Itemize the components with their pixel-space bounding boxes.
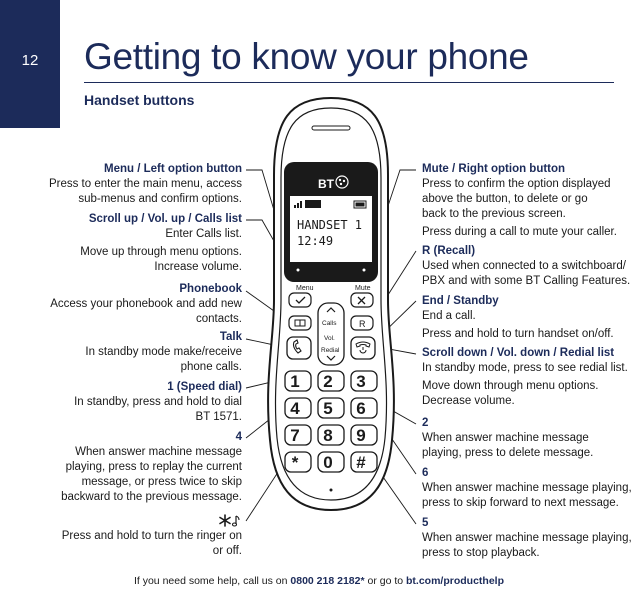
answerphone-icon [305, 200, 321, 208]
footer-phone[interactable]: 0800 218 2182* [290, 575, 365, 587]
label-heading: 5 [422, 517, 429, 529]
label-heading: 2 [422, 417, 429, 429]
label-line: Access your phonebook and add new [50, 298, 242, 310]
label-line: Move up through menu options. [80, 246, 242, 258]
label-line: When answer machine message [422, 432, 589, 444]
label-line: sub-menus and confirm options. [78, 193, 242, 205]
label-line: Press to enter the main menu, access [48, 178, 242, 190]
menu-key-label: Menu [296, 285, 314, 292]
label-line: End a call. [422, 310, 476, 322]
key-label: 6 [356, 399, 366, 418]
key-label: 0 [323, 453, 333, 472]
key-label: 9 [356, 426, 366, 445]
label-heading: R (Recall) [422, 245, 476, 257]
label-line: above the button, to delete or go [422, 193, 588, 205]
redial-label: Redial [321, 347, 340, 354]
label-line: When answer machine message playing, [422, 532, 632, 544]
label-line: back to the previous screen. [422, 208, 566, 220]
label-heading: Mute / Right option button [422, 163, 566, 175]
key-label: # [356, 453, 366, 472]
label-line: In standby mode make/receive [85, 346, 242, 358]
key-label: * [291, 453, 299, 472]
label-line: or off. [212, 545, 242, 557]
key-label: 1 [290, 372, 300, 391]
key-label: 3 [356, 372, 366, 391]
key-label: 5 [323, 399, 333, 418]
menu-button [289, 293, 311, 307]
mute-key-label: Mute [355, 285, 371, 292]
label-line: When answer machine message playing, [422, 482, 632, 494]
label-line: Enter Calls list. [165, 228, 242, 240]
label-line: Increase volume. [154, 261, 242, 273]
key-label: 7 [290, 426, 300, 445]
label-line: BT 1571. [195, 411, 242, 423]
label-heading: Menu / Left option button [104, 163, 242, 175]
key-label: 4 [290, 399, 300, 418]
calls-label: Calls [322, 320, 337, 327]
recall-key-label: R [359, 319, 366, 329]
label-line: message, or press twice to skip [81, 476, 242, 488]
screen-line-1: HANDSET 1 [297, 218, 363, 232]
label-line: playing, press to replay the current [65, 461, 242, 473]
label-heading: 6 [422, 467, 429, 479]
label-line: When answer machine message [75, 446, 242, 458]
label-line: backward to the previous message. [61, 491, 242, 503]
label-line: Press to confirm the option displayed [422, 178, 611, 190]
label-line: In standby, press and hold to dial [74, 396, 242, 408]
label-heading: Scroll up / Vol. up / Calls list [88, 213, 242, 225]
label-line: PBX and with some BT Calling Features. [422, 275, 631, 287]
footer-help [0, 575, 638, 587]
label-heading: Talk [219, 331, 242, 343]
key-label: 2 [323, 372, 333, 391]
label-line: press to stop playback. [422, 547, 540, 559]
label-line: Press and hold to turn the ringer on [61, 530, 242, 542]
footer-prefix: If you need some help, call us on [133, 575, 291, 587]
label-heading: Scroll down / Vol. down / Redial list [422, 347, 615, 359]
label-line: playing, press to delete message. [422, 447, 594, 459]
footer-url[interactable]: bt.com/producthelp [406, 575, 505, 587]
label-line: phone calls. [180, 361, 242, 373]
label-line: Move down through menu options. [422, 380, 599, 392]
bt-logo: BT [318, 177, 334, 191]
label-line: Press and hold to turn handset on/off. [422, 328, 614, 340]
nav-rocker [318, 303, 344, 365]
screen-line-2: 12:49 [297, 234, 334, 248]
footer-middle: or go to [364, 575, 407, 587]
label-line: press to skip forward to next message. [422, 497, 619, 509]
section-subtitle: Handset buttons [84, 92, 195, 108]
label-line: Used when connected to a switchboard/ [422, 260, 626, 272]
label-line: Press during a call to mute your caller. [422, 226, 617, 238]
label-line: In standby mode, press to see redial list. [422, 362, 628, 374]
key-label: 8 [323, 426, 333, 445]
page-title: Getting to know your phone [84, 36, 529, 77]
vol-label: Vol. [324, 335, 335, 342]
label-heading: Phonebook [179, 283, 242, 295]
label-line: Decrease volume. [422, 395, 515, 407]
page-number: 12 [21, 52, 39, 69]
label-heading: 1 (Speed dial) [167, 381, 242, 393]
label-heading: End / Standby [422, 295, 499, 307]
label-heading: 4 [235, 431, 242, 443]
label-line: contacts. [195, 313, 242, 325]
